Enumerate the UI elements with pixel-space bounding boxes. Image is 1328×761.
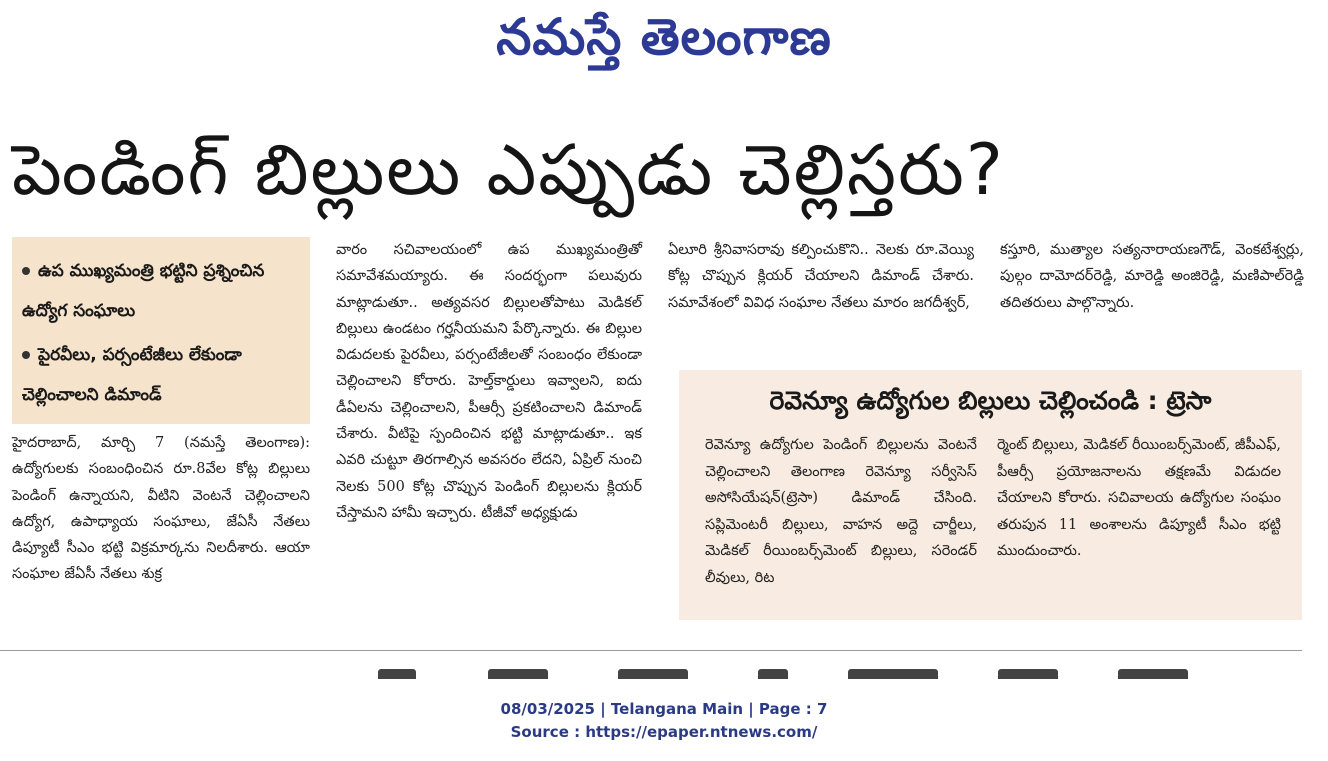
sub-article-title: రెవెన్యూ ఉద్యోగుల బిల్లులు చెల్లించండి : ట్రెసా [769,386,1212,415]
article-text: కస్తూరి, ముత్యాల సత్యనారాయణగౌడ్‌, వెంకటేశ్వర్లు, పుల్గం దామోదర్‌రెడ్డి, మారెడ్డి అంజిరెడ్డి, మణిపాల్‌రెడ్డి తదితరులు పాల్గొన్నారు. [1000,242,1304,311]
article-column-1 [12,430,310,588]
bullet-icon [22,351,30,359]
article-text: హైదరాబాద్‌, మార్చి 7 (నమస్తే తెలంగాణ): ఉద్యోగులకు సంబంధించిన రూ.8వేల కోట్ల బిల్లులు పెండింగ్‌ ఉన్నాయని, వీటిని వెంటనే చెల్లించాలని ఉద్యోగ, ఉపాధ్యాయ సంఘాలు, జేఏసీ నేతలు డిప్యూటీ సీఎం భట్టి విక్రమార్కను నిలదీశారు. ఆయా సంఘాల జేఏసీ నేతలు శుక్ర [12,435,310,583]
footer-source-line: Source : https://epaper.ntnews.com/ [510,723,818,741]
highlight-item [22,251,302,331]
sub-article-column-2 [997,432,1281,565]
highlight-text: ఉప ముఖ్యమంత్రి భట్టిని ప్రశ్నించిన ఉద్యోగ సంఘాలు [22,261,265,321]
footer-date-line: 08/03/2025 | Telangana Main | Page : 7 [500,700,828,718]
article-text: ఏలూరి శ్రీనివాసరావు కల్పించుకొని.. నెలకు రూ.వెయ్యి కోట్ల చొప్పున క్లియర్‌ చేయాలని డిమాండ్‌ చేశారు. సమావేశంలో వివిధ సంఘాల నేతలు మారం జగదీశ్వర్‌, [668,242,974,311]
highlight-item [22,335,302,415]
sub-article-column-1 [705,432,977,591]
sub-article-text: రెవెన్యూ ఉద్యోగుల పెండింగ్‌ బిల్లులను వెంటనే చెల్లించాలని తెలంగాణ రెవెన్యూ సర్వీసెస్‌ అసోసియేషన్‌(ట్రెసా) డిమాండ్‌ చేసింది. సప్లిమెంటరీ బిల్లులు, వాహన అద్దె చార్జీలు, మెడికల్‌ రీయింబర్స్‌మెంట్‌ బిల్లులు, సరెండర్‌ లీవులు, రిట [705,437,977,586]
article-column-3 [668,237,974,316]
page-divider [0,650,1302,651]
newspaper-logo: నమస్తే తెలంగాణ [496,8,832,66]
highlight-text: పైరవీలు, పర్సంటేజీలు లేకుండా చెల్లించాలని డిమాండ్‌ [22,345,242,405]
article-column-4 [1000,237,1304,316]
cropped-next-headline [378,667,1198,679]
article-column-2 [336,237,642,526]
headline: పెండింగ్‌ బిల్లులు ఎప్పుడు చెల్లిస్తరు? [12,129,1005,211]
highlights-box [12,237,310,424]
bullet-icon [22,267,30,275]
masthead [0,0,1328,88]
sub-article-box [679,370,1302,620]
article-text: వారం సచివాలయంలో ఉప ముఖ్యమంత్రితో సమావేశమయ్యారు. ఈ సందర్భంగా పలువురు మాట్లాడుతూ.. అత్యవసర బిల్లులతోపాటు మెడికల్‌ బిల్లులు ఉండటం గర్హనీయమని పేర్కొన్నారు. ఈ బిల్లుల విడుదలకు పైరవీలు, పర్సంటేజీలతో సంబంధం లేకుండా చెల్లించాలని కోరారు. హెల్త్‌కార్డులు ఇవ్వాలని, ఐదు డీఏలను చెల్లించాలని, పీఆర్సీ ప్రకటించాలని డిమాండ్‌ చేశారు. వీటిపై స్పందించిన భట్టి మాట్లాడుతూ.. ఇక ఎవరి చుట్టూ తిరగాల్సిన అవసరం లేదని, ఏప్రిల్‌ నుంచి నెలకు 500 కోట్ల చొప్పున పెండింగ్‌ బిల్లులను క్లియర్‌ చేస్తామని హామీ ఇచ్చారు. టీజీవో అధ్యక్షుడు [336,242,642,521]
sub-article-text: ర్మెంట్‌ బిల్లులు, మెడికల్‌ రీయింబర్స్‌మెంట్‌, జీపీఎఫ్‌, పీఆర్సీ ప్రయోజనాలను తక్షణమే విడుదల చేయాలని కోరారు. సచివాలయ ఉద్యోగుల సంఘం తరుపున 11 అంశాలను డిప్యూటీ సీఎం భట్టి ముందుంచారు. [997,437,1281,559]
